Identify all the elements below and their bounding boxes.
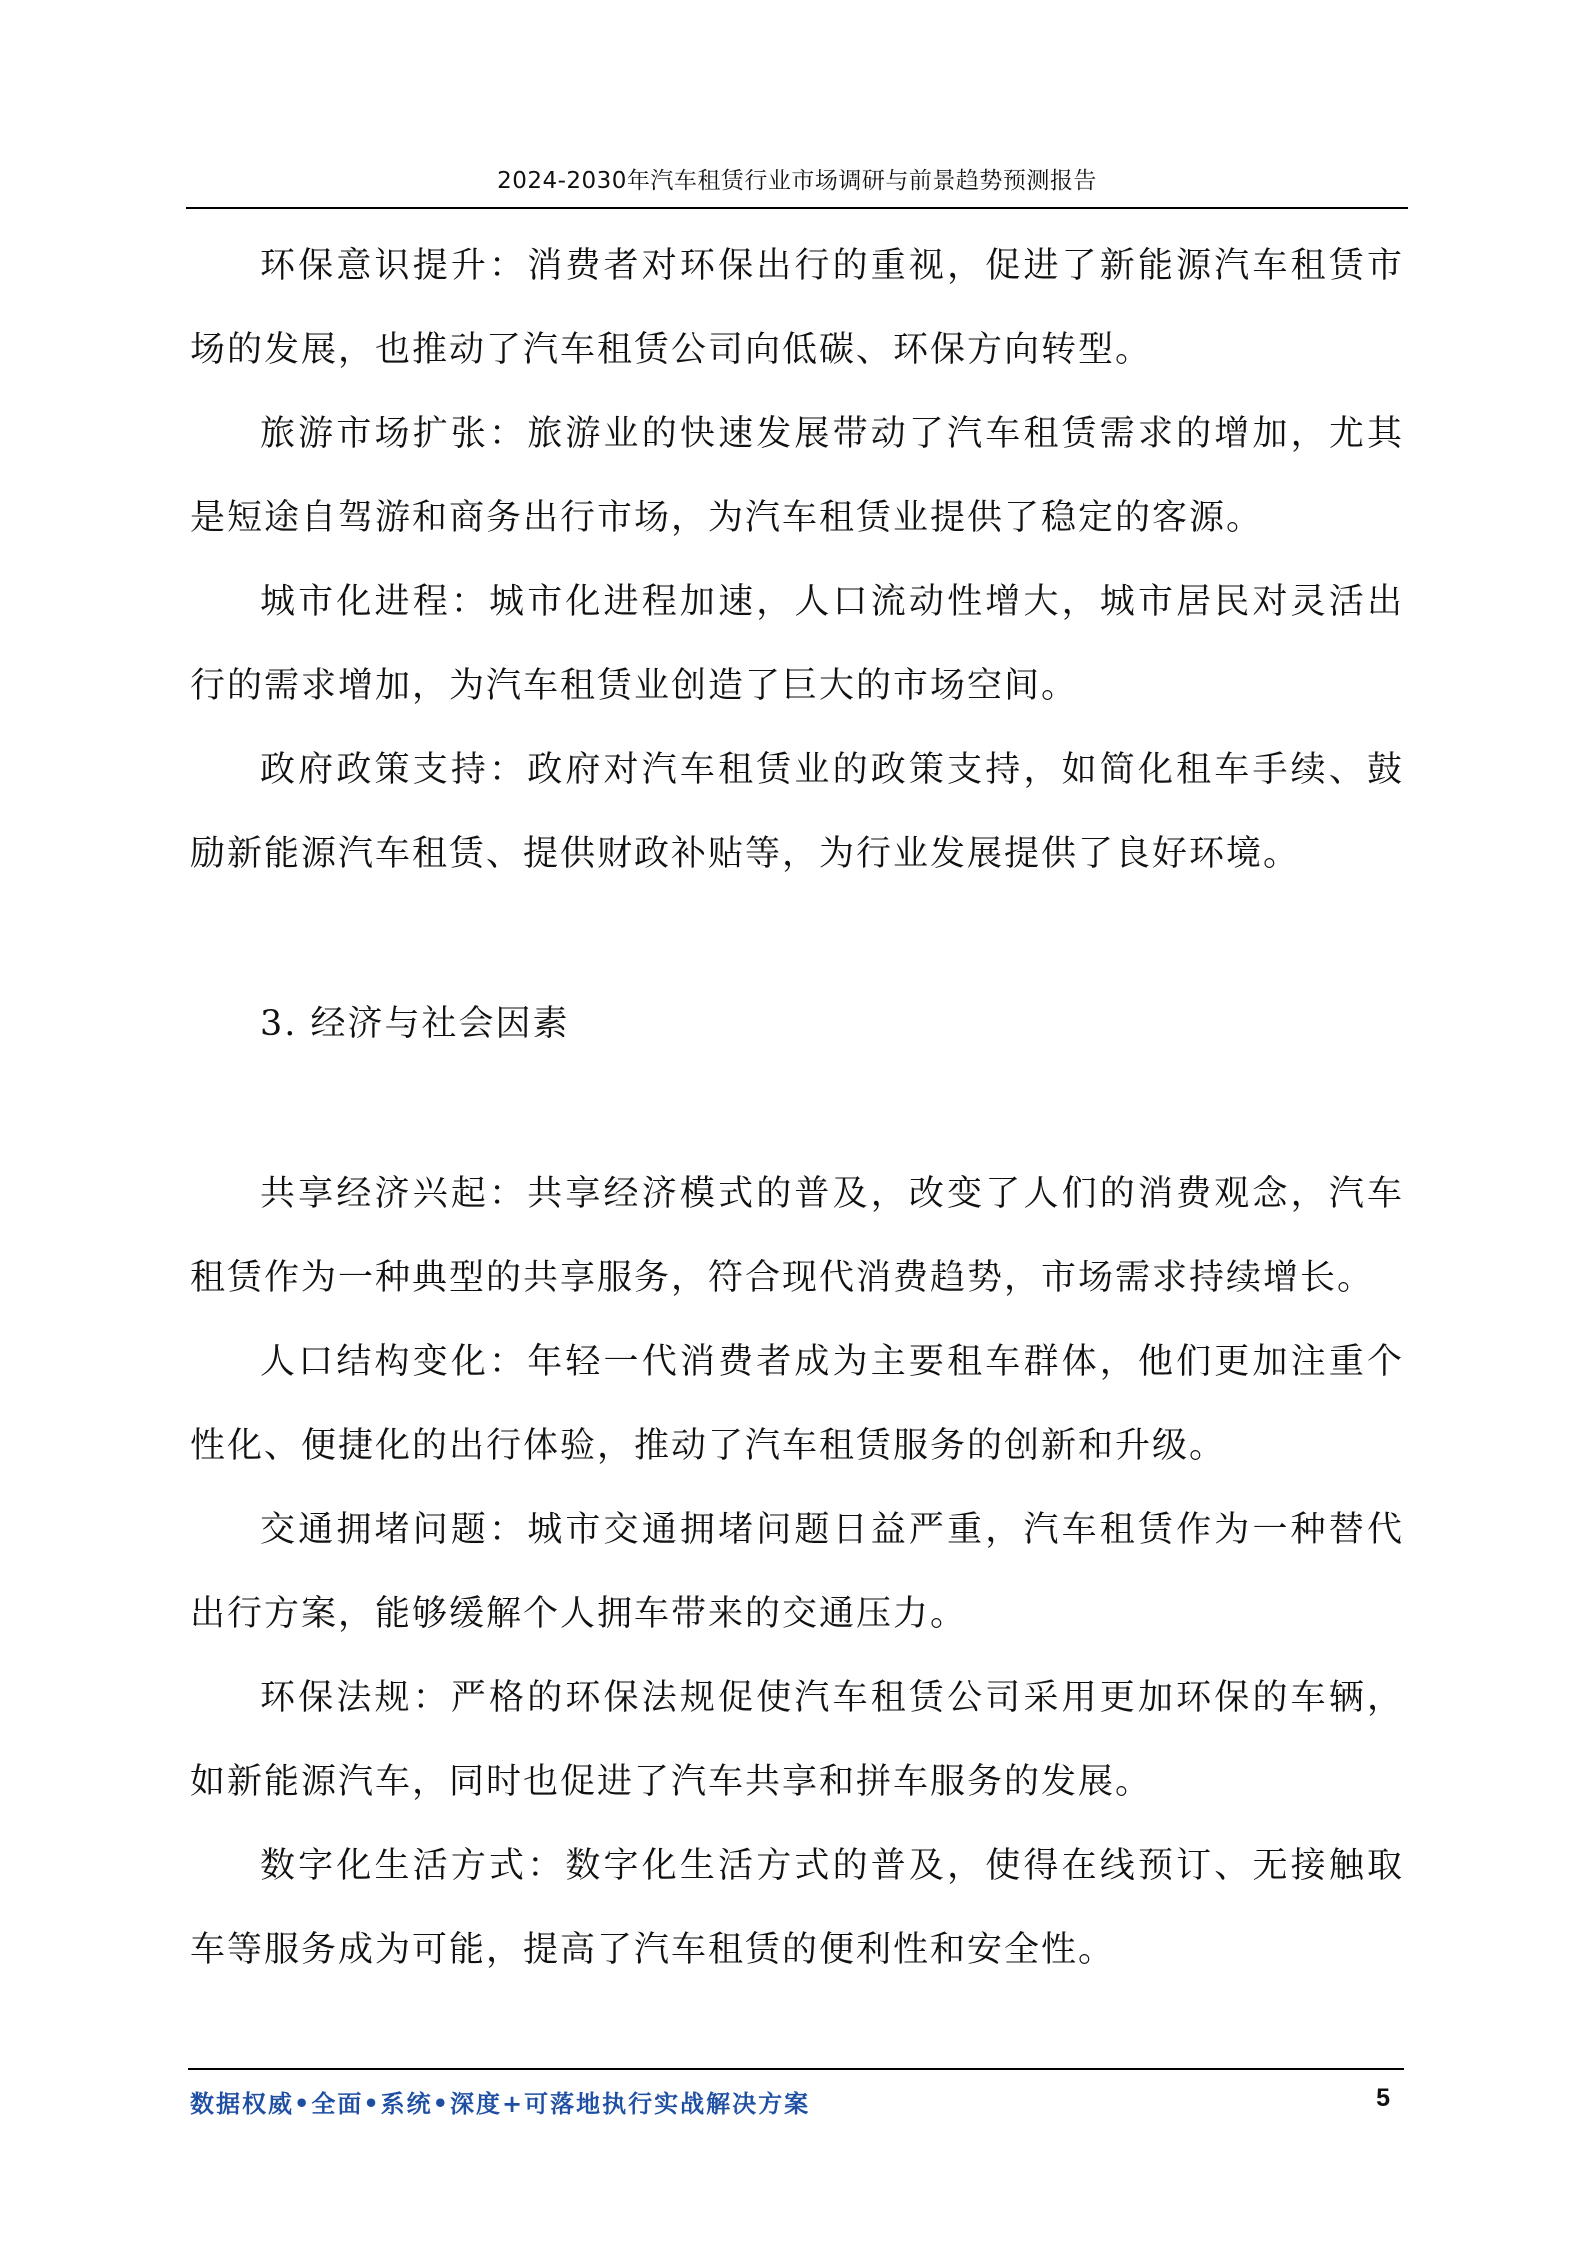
footer-slogan: 数据权威•全面•系统•深度+可落地执行实战解决方案 <box>190 2089 811 2118</box>
page-header-title: 2024-2030年汽车租赁行业市场调研与前景趋势预测报告 <box>497 168 1097 194</box>
paragraph-environmental-regulation: 环保法规：严格的环保法规促使汽车租赁公司采用更加环保的车辆，如新能源汽车，同时也促进了汽车共享和拼车服务的发展。 <box>190 1678 1404 1802</box>
paragraph-environmental-awareness: 环保意识提升：消费者对环保出行的重视，促进了新能源汽车租赁市场的发展，也推动了汽车租赁公司向低碳、环保方向转型。 <box>190 246 1404 370</box>
paragraph-demographic-change: 人口结构变化：年轻一代消费者成为主要租车群体，他们更加注重个性化、便捷化的出行体验，推动了汽车租赁服务的创新和升级。 <box>190 1342 1404 1466</box>
header-divider <box>186 207 1408 209</box>
section-heading: 3. 经济与社会因素 <box>260 1004 570 1044</box>
footer-divider <box>188 2068 1404 2070</box>
paragraph-policy-support: 政府政策支持：政府对汽车租赁业的政策支持，如简化租车手续、鼓励新能源汽车租赁、提供财政补贴等，为行业发展提供了良好环境。 <box>190 750 1404 874</box>
paragraph-digital-lifestyle: 数字化生活方式：数字化生活方式的普及，使得在线预订、无接触取车等服务成为可能，提高了汽车租赁的便利性和安全性。 <box>190 1846 1404 1970</box>
paragraph-sharing-economy: 共享经济兴起：共享经济模式的普及，改变了人们的消费观念，汽车租赁作为一种典型的共享服务，符合现代消费趋势，市场需求持续增长。 <box>190 1174 1404 1298</box>
paragraph-traffic-congestion: 交通拥堵问题：城市交通拥堵问题日益严重，汽车租赁作为一种替代出行方案，能够缓解个人拥车带来的交通压力。 <box>190 1510 1404 1634</box>
paragraph-urbanization: 城市化进程：城市化进程加速，人口流动性增大，城市居民对灵活出行的需求增加，为汽车租赁业创造了巨大的市场空间。 <box>190 582 1404 706</box>
page-number: 5 <box>1376 2084 1390 2112</box>
document-body <box>190 224 1404 1992</box>
paragraph-tourism-expansion: 旅游市场扩张：旅游业的快速发展带动了汽车租赁需求的增加，尤其是短途自驾游和商务出行市场，为汽车租赁业提供了稳定的客源。 <box>190 414 1404 538</box>
